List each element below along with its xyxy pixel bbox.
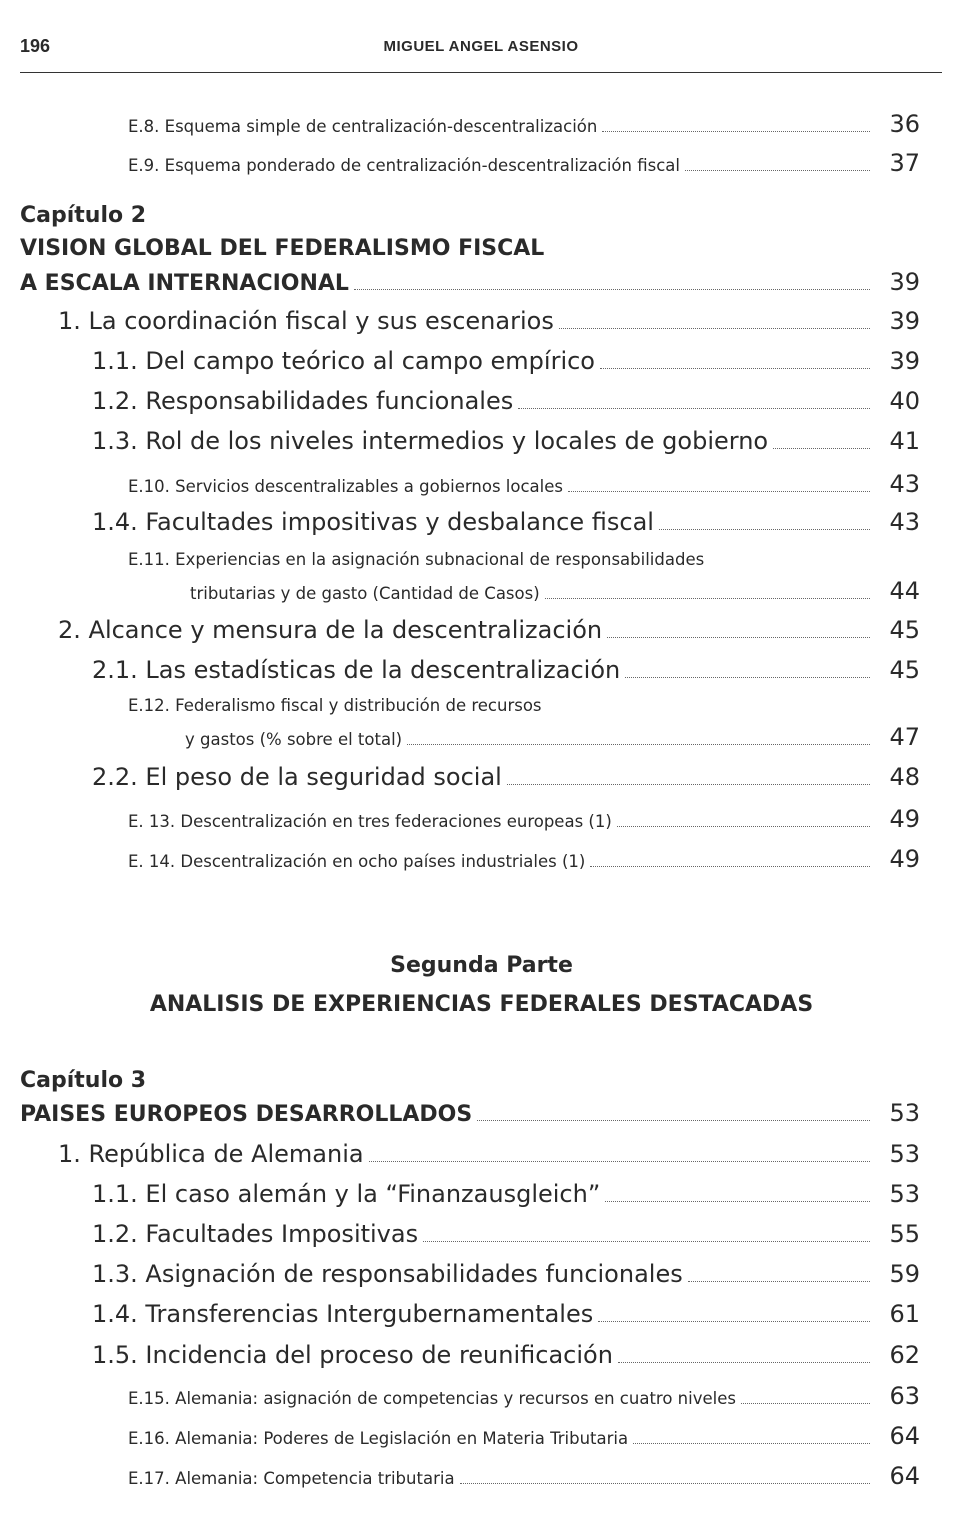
toc-entry-continuation: tributarias y de gasto (Cantidad de Casos) 44 <box>190 577 920 605</box>
toc-entry: 1.2. Facultades Impositivas 55 <box>92 1220 920 1248</box>
toc-entry: 1.4. Facultades impositivas y desbalance fiscal 43 <box>92 508 920 536</box>
chapter-heading: Capítulo 2 <box>20 203 147 228</box>
toc-entry: E.10. Servicios descentralizables a gobiernos locales 43 <box>128 470 920 498</box>
toc-entry: 2.2. El peso de la seguridad social 48 <box>92 763 920 791</box>
toc-entry: E. 13. Descentralización en tres federaciones europeas (1) 49 <box>128 805 920 833</box>
toc-entry: E.16. Alemania: Poderes de Legislación en Materia Tributaria 64 <box>128 1422 920 1450</box>
toc-entry: 1.3. Rol de los niveles intermedios y locales de gobierno 41 <box>92 427 920 455</box>
toc-entry: 2.1. Las estadísticas de la descentralización 45 <box>92 656 920 684</box>
part-title: ANALISIS DE EXPERIENCIAS FEDERALES DESTACADAS <box>149 992 814 1017</box>
chapter-title-line: PAISES EUROPEOS DESARROLLADOS 53 <box>20 1099 920 1127</box>
page-number: 196 <box>20 36 51 56</box>
toc-entry: 2. Alcance y mensura de la descentralización 45 <box>58 616 920 644</box>
chapter-title-line: A ESCALA INTERNACIONAL 39 <box>20 268 920 296</box>
toc-entry: 1.3. Asignación de responsabilidades funcionales 59 <box>92 1260 920 1288</box>
toc-entry: 1.2. Responsabilidades funcionales 40 <box>92 387 920 415</box>
toc-entry: E.11. Experiencias en la asignación subnacional de responsabilidades <box>128 550 705 569</box>
toc-entry: 1. República de Alemania 53 <box>58 1140 920 1168</box>
toc-entry: E. 14. Descentralización en ocho países industriales (1) 49 <box>128 845 920 873</box>
toc-entry: 1.1. El caso alemán y la “Finanzausgleich” 53 <box>92 1180 920 1208</box>
toc-entry: 1.4. Transferencias Intergubernamentales 61 <box>92 1300 920 1328</box>
toc-entry: E.12. Federalismo fiscal y distribución de recursos <box>128 696 542 715</box>
toc-entry: E.15. Alemania: asignación de competencias y recursos en cuatro niveles 63 <box>128 1382 920 1410</box>
running-title: MIGUEL ANGEL ASENSIO <box>383 38 579 55</box>
part-heading: Segunda Parte <box>390 953 573 978</box>
page-header <box>20 36 942 73</box>
toc-entry: 1.5. Incidencia del proceso de reunificación 62 <box>92 1341 920 1369</box>
chapter-heading: Capítulo 3 <box>20 1068 147 1093</box>
toc-entry: 1.1. Del campo teórico al campo empírico 39 <box>92 347 920 375</box>
toc-entry: E.9. Esquema ponderado de centralización-descentralización fiscal 37 <box>128 149 920 177</box>
toc-entry: E.8. Esquema simple de centralización-descentralización 36 <box>128 110 920 138</box>
chapter-title: VISION GLOBAL DEL FEDERALISMO FISCAL <box>20 236 545 261</box>
toc-entry-continuation: y gastos (% sobre el total) 47 <box>185 723 920 751</box>
toc-entry: E.17. Alemania: Competencia tributaria 64 <box>128 1462 920 1490</box>
toc-entry: 1. La coordinación fiscal y sus escenarios 39 <box>58 307 920 335</box>
